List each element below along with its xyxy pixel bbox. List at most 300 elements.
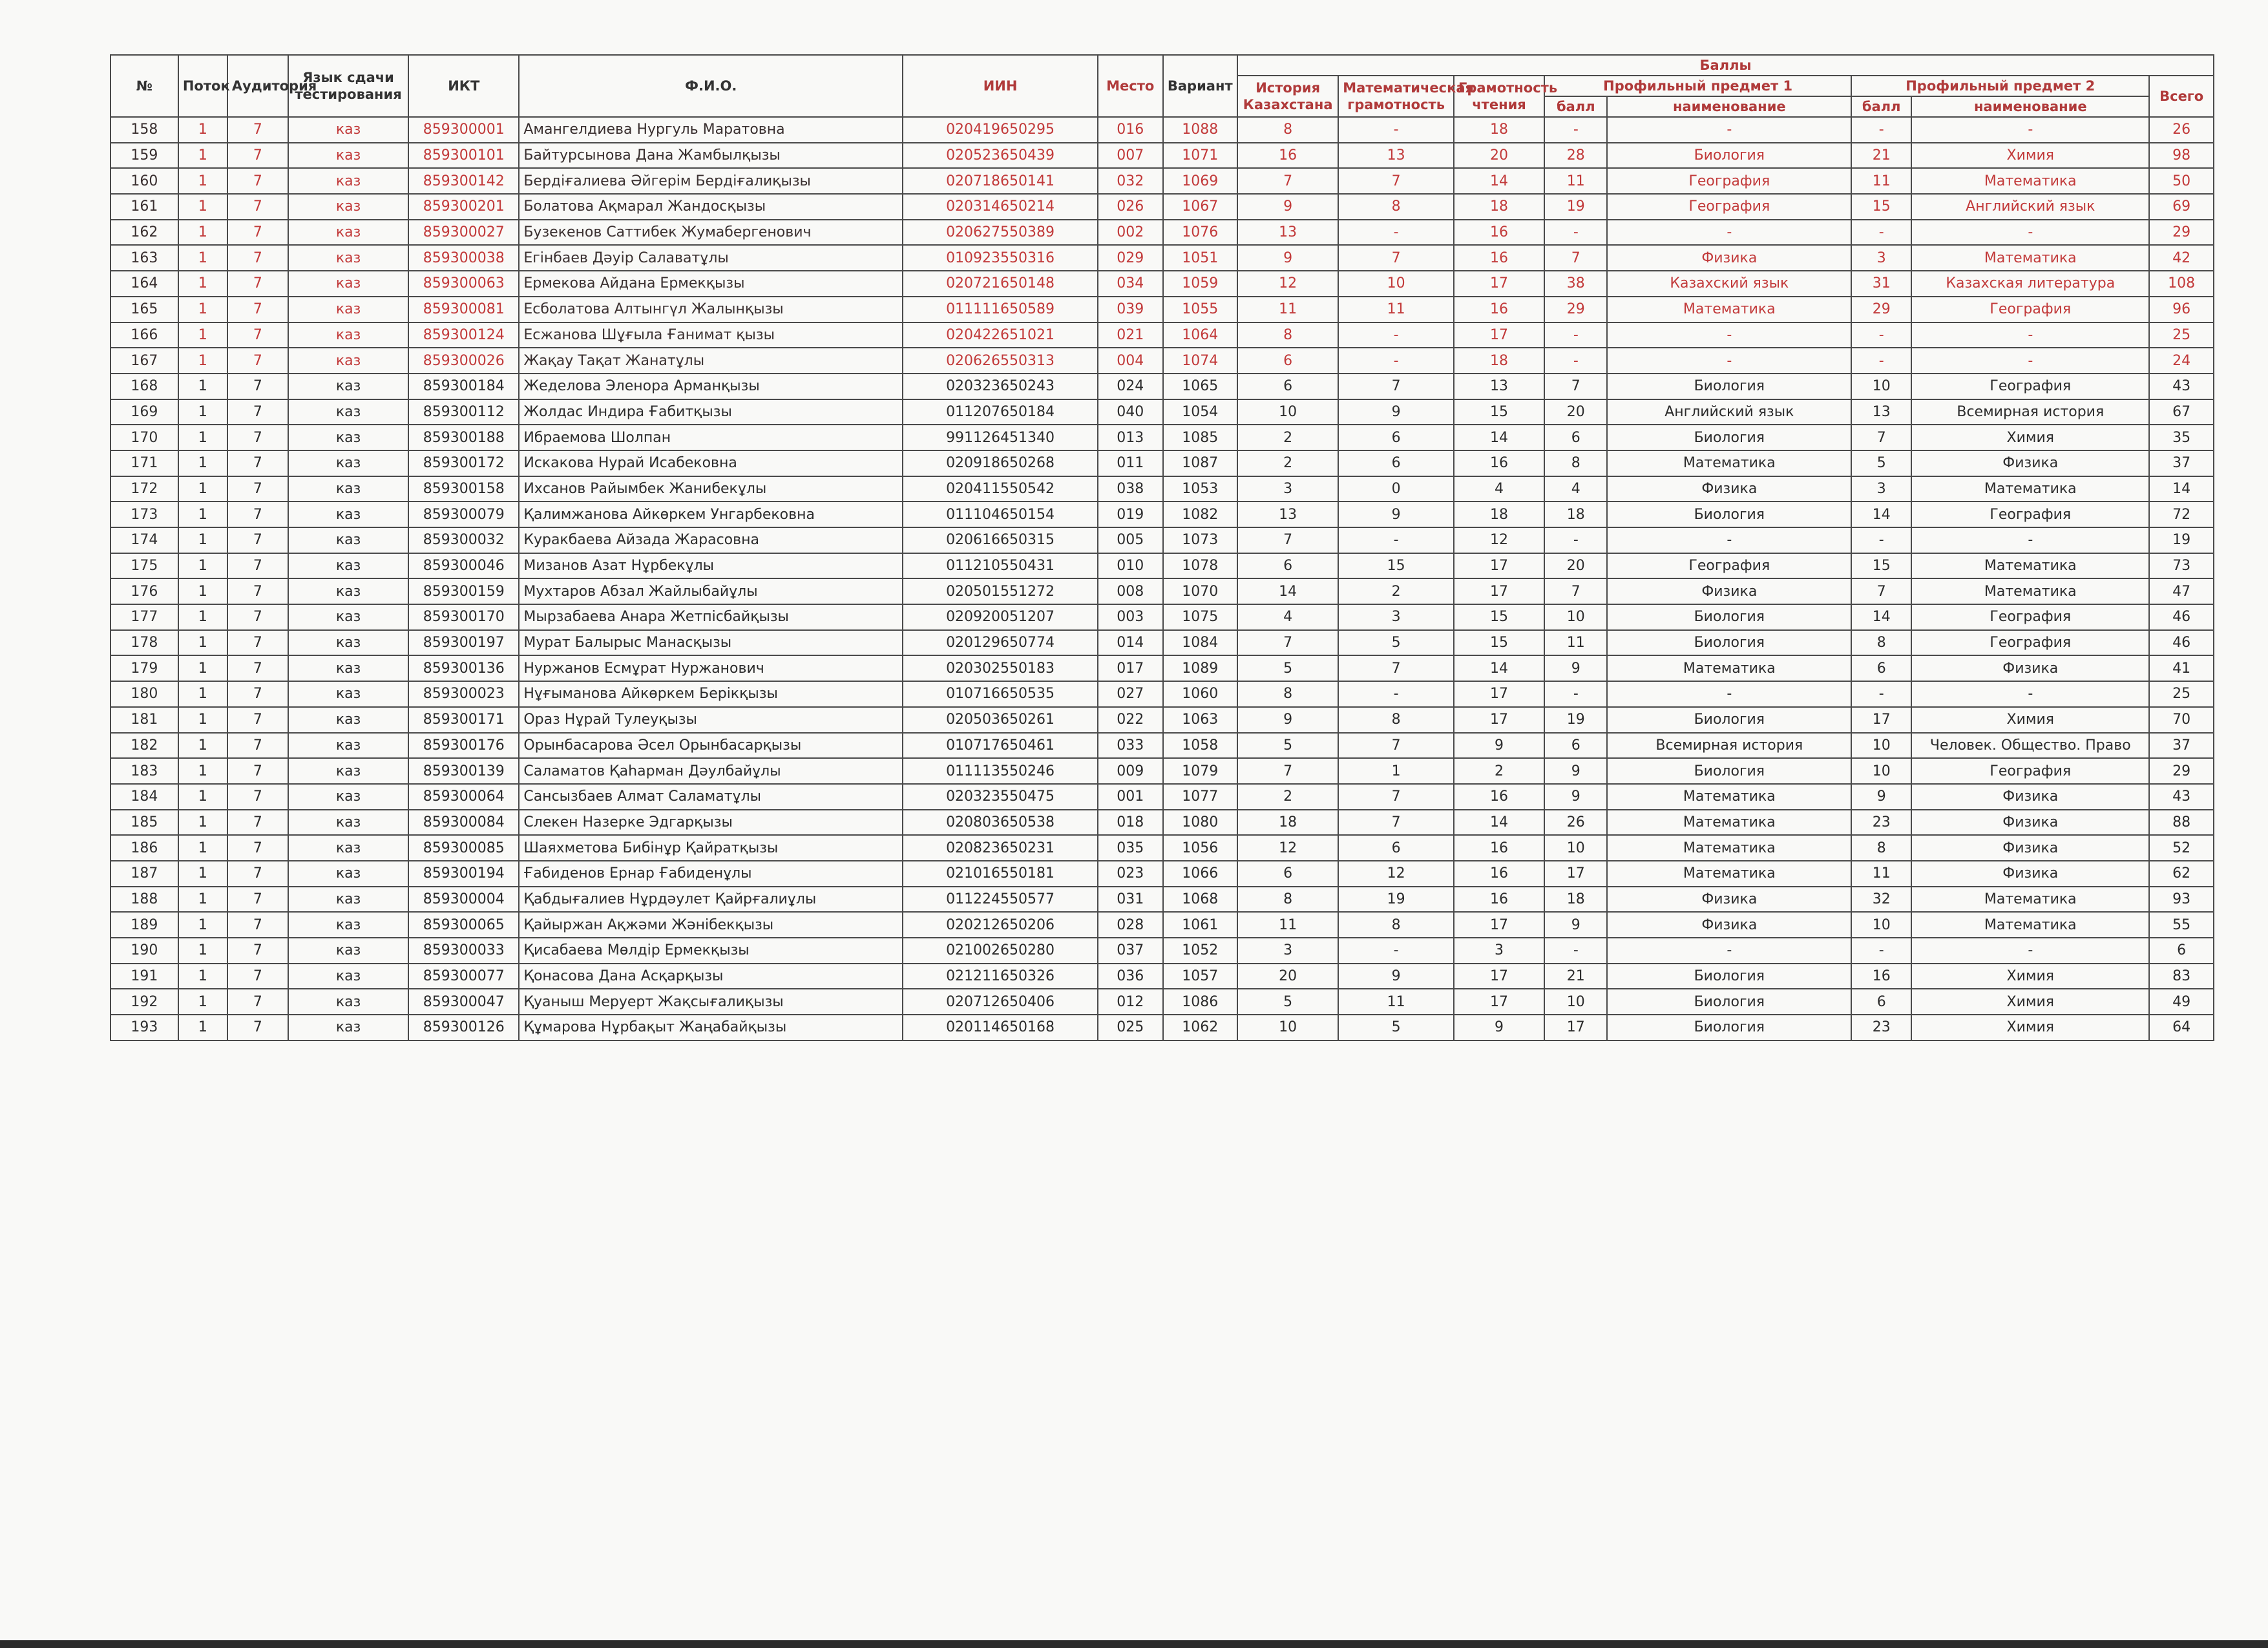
header-math-literacy: Математическая грамотность	[1338, 76, 1454, 117]
row-reading-score: 14	[1454, 810, 1544, 836]
row-reading-score: 15	[1454, 604, 1544, 630]
row-language: каз	[288, 810, 408, 836]
row-language: каз	[288, 989, 408, 1015]
row-profile1-score: 19	[1544, 707, 1607, 733]
row-ikt: 859300172	[408, 450, 519, 476]
row-fio: Мизанов Азат Нұрбекұлы	[519, 553, 903, 579]
row-profile2-name: -	[1911, 348, 2149, 374]
row-history-score: 16	[1237, 143, 1338, 169]
header-seat: Место	[1098, 55, 1163, 117]
row-iin: 020503650261	[903, 707, 1098, 733]
row-profile2-name: -	[1911, 322, 2149, 348]
row-seat: 023	[1098, 861, 1163, 887]
row-language: каз	[288, 758, 408, 784]
row-profile2-name: Физика	[1911, 810, 2149, 836]
row-math-score: 6	[1338, 450, 1454, 476]
header-variant: Вариант	[1163, 55, 1238, 117]
row-reading-score: 17	[1454, 964, 1544, 989]
row-number: 185	[110, 810, 178, 836]
row-room: 7	[227, 245, 288, 271]
row-variant: 1069	[1163, 168, 1238, 194]
row-profile2-score: 7	[1851, 578, 1911, 604]
row-profile2-name: Математика	[1911, 912, 2149, 938]
row-variant: 1070	[1163, 578, 1238, 604]
row-profile2-name: Математика	[1911, 887, 2149, 913]
row-room: 7	[227, 374, 288, 399]
row-total: 50	[2149, 168, 2214, 194]
row-variant: 1054	[1163, 399, 1238, 425]
row-room: 7	[227, 578, 288, 604]
row-math-score: 12	[1338, 861, 1454, 887]
row-seat: 021	[1098, 322, 1163, 348]
row-profile2-score: 32	[1851, 887, 1911, 913]
row-iin: 021016550181	[903, 861, 1098, 887]
row-profile1-name: Математика	[1607, 835, 1851, 861]
table-row	[110, 887, 2214, 913]
row-profile2-name: -	[1911, 938, 2149, 964]
row-seat: 007	[1098, 143, 1163, 169]
row-history-score: 8	[1237, 887, 1338, 913]
row-fio: Бердіғалиева Әйгерім Бердіғалиқызы	[519, 168, 903, 194]
row-profile1-score: 29	[1544, 297, 1607, 322]
row-number: 192	[110, 989, 178, 1015]
row-room: 7	[227, 758, 288, 784]
row-ikt: 859300188	[408, 425, 519, 450]
row-number: 160	[110, 168, 178, 194]
row-history-score: 10	[1237, 399, 1338, 425]
row-room: 7	[227, 143, 288, 169]
row-seat: 010	[1098, 553, 1163, 579]
row-math-score: 1	[1338, 758, 1454, 784]
row-fio: Байтурсынова Дана Жамбылқызы	[519, 143, 903, 169]
row-variant: 1060	[1163, 681, 1238, 707]
row-fio: Сансызбаев Алмат Саламатұлы	[519, 784, 903, 810]
row-seat: 031	[1098, 887, 1163, 913]
row-ikt: 859300184	[408, 374, 519, 399]
row-profile2-name: Химия	[1911, 989, 2149, 1015]
table-row	[110, 502, 2214, 527]
row-profile1-score: 21	[1544, 964, 1607, 989]
row-history-score: 3	[1237, 476, 1338, 502]
row-number: 173	[110, 502, 178, 527]
row-room: 7	[227, 810, 288, 836]
row-math-score: -	[1338, 322, 1454, 348]
row-seat: 004	[1098, 348, 1163, 374]
row-total: 88	[2149, 810, 2214, 836]
row-stream: 1	[178, 604, 227, 630]
row-profile2-name: -	[1911, 220, 2149, 246]
row-math-score: -	[1338, 938, 1454, 964]
table-row	[110, 194, 2214, 220]
row-stream: 1	[178, 784, 227, 810]
row-profile2-name: Физика	[1911, 450, 2149, 476]
row-seat: 036	[1098, 964, 1163, 989]
row-stream: 1	[178, 194, 227, 220]
row-room: 7	[227, 425, 288, 450]
row-seat: 005	[1098, 527, 1163, 553]
table-row	[110, 450, 2214, 476]
row-history-score: 4	[1237, 604, 1338, 630]
row-history-score: 20	[1237, 964, 1338, 989]
row-stream: 1	[178, 938, 227, 964]
row-reading-score: 16	[1454, 887, 1544, 913]
row-stream: 1	[178, 476, 227, 502]
row-history-score: 2	[1237, 450, 1338, 476]
row-variant: 1065	[1163, 374, 1238, 399]
row-math-score: 5	[1338, 1015, 1454, 1041]
row-stream: 1	[178, 527, 227, 553]
row-reading-score: 20	[1454, 143, 1544, 169]
row-room: 7	[227, 1015, 288, 1041]
row-math-score: 13	[1338, 143, 1454, 169]
row-variant: 1051	[1163, 245, 1238, 271]
row-number: 186	[110, 835, 178, 861]
row-total: 43	[2149, 784, 2214, 810]
header-num: №	[110, 55, 178, 117]
row-math-score: 7	[1338, 784, 1454, 810]
row-profile2-score: -	[1851, 527, 1911, 553]
row-math-score: -	[1338, 348, 1454, 374]
row-profile1-score: 28	[1544, 143, 1607, 169]
row-seat: 009	[1098, 758, 1163, 784]
row-seat: 032	[1098, 168, 1163, 194]
row-profile2-name: География	[1911, 604, 2149, 630]
row-reading-score: 2	[1454, 758, 1544, 784]
row-profile1-score: 18	[1544, 502, 1607, 527]
header-fio: Ф.И.О.	[519, 55, 903, 117]
row-math-score: 7	[1338, 374, 1454, 399]
row-total: 25	[2149, 322, 2214, 348]
row-profile2-score: -	[1851, 348, 1911, 374]
row-profile1-name: География	[1607, 168, 1851, 194]
row-profile1-score: 20	[1544, 553, 1607, 579]
row-profile1-name: -	[1607, 322, 1851, 348]
row-room: 7	[227, 297, 288, 322]
row-math-score: 0	[1338, 476, 1454, 502]
row-history-score: 9	[1237, 245, 1338, 271]
row-fio: Амангелдиева Нургуль Маратовна	[519, 117, 903, 143]
row-reading-score: 17	[1454, 322, 1544, 348]
row-profile2-name: География	[1911, 297, 2149, 322]
row-profile1-score: 10	[1544, 604, 1607, 630]
row-iin: 011207650184	[903, 399, 1098, 425]
row-language: каз	[288, 733, 408, 759]
row-stream: 1	[178, 655, 227, 681]
row-history-score: 12	[1237, 835, 1338, 861]
row-stream: 1	[178, 681, 227, 707]
row-room: 7	[227, 399, 288, 425]
row-fio: Жақау Тақат Жанатұлы	[519, 348, 903, 374]
row-seat: 002	[1098, 220, 1163, 246]
row-ikt: 859300176	[408, 733, 519, 759]
row-stream: 1	[178, 964, 227, 989]
row-number: 177	[110, 604, 178, 630]
row-fio: Есболатова Алтынгүл Жалынқызы	[519, 297, 903, 322]
row-profile1-name: Физика	[1607, 887, 1851, 913]
row-math-score: 9	[1338, 502, 1454, 527]
row-variant: 1089	[1163, 655, 1238, 681]
table-row	[110, 630, 2214, 656]
row-reading-score: 9	[1454, 733, 1544, 759]
row-profile1-score: 10	[1544, 989, 1607, 1015]
row-seat: 025	[1098, 1015, 1163, 1041]
row-history-score: 14	[1237, 578, 1338, 604]
row-variant: 1059	[1163, 271, 1238, 297]
row-stream: 1	[178, 220, 227, 246]
row-variant: 1052	[1163, 938, 1238, 964]
table-row	[110, 938, 2214, 964]
row-language: каз	[288, 348, 408, 374]
row-profile1-name: Биология	[1607, 374, 1851, 399]
row-variant: 1075	[1163, 604, 1238, 630]
row-language: каз	[288, 681, 408, 707]
row-total: 72	[2149, 502, 2214, 527]
row-ikt: 859300085	[408, 835, 519, 861]
row-profile2-name: -	[1911, 527, 2149, 553]
row-number: 168	[110, 374, 178, 399]
row-profile2-score: 14	[1851, 502, 1911, 527]
table-row	[110, 758, 2214, 784]
row-total: 24	[2149, 348, 2214, 374]
row-profile1-name: Биология	[1607, 502, 1851, 527]
row-ikt: 859300063	[408, 271, 519, 297]
row-math-score: 19	[1338, 887, 1454, 913]
row-seat: 019	[1098, 502, 1163, 527]
row-total: 37	[2149, 450, 2214, 476]
row-math-score: 5	[1338, 630, 1454, 656]
row-total: 49	[2149, 989, 2214, 1015]
row-variant: 1057	[1163, 964, 1238, 989]
row-seat: 034	[1098, 271, 1163, 297]
row-seat: 033	[1098, 733, 1163, 759]
row-total: 29	[2149, 220, 2214, 246]
row-fio: Нуржанов Есмұрат Нуржанович	[519, 655, 903, 681]
row-reading-score: 12	[1454, 527, 1544, 553]
row-profile1-name: Математика	[1607, 297, 1851, 322]
row-profile2-name: Математика	[1911, 476, 2149, 502]
row-math-score: 2	[1338, 578, 1454, 604]
row-profile2-score: 16	[1851, 964, 1911, 989]
table-row	[110, 476, 2214, 502]
table-row	[110, 297, 2214, 322]
row-reading-score: 14	[1454, 655, 1544, 681]
row-stream: 1	[178, 861, 227, 887]
row-profile1-name: Биология	[1607, 630, 1851, 656]
row-history-score: 6	[1237, 374, 1338, 399]
row-profile2-name: Физика	[1911, 784, 2149, 810]
row-language: каз	[288, 168, 408, 194]
row-language: каз	[288, 450, 408, 476]
table-row	[110, 425, 2214, 450]
row-profile2-score: 15	[1851, 194, 1911, 220]
row-ikt: 859300046	[408, 553, 519, 579]
row-history-score: 9	[1237, 707, 1338, 733]
row-number: 179	[110, 655, 178, 681]
row-profile2-name: Химия	[1911, 964, 2149, 989]
row-ikt: 859300139	[408, 758, 519, 784]
row-reading-score: 17	[1454, 989, 1544, 1015]
scan-edge-shadow	[0, 1640, 2268, 1648]
row-fio: Слекен Назерке Эдгарқызы	[519, 810, 903, 836]
row-number: 182	[110, 733, 178, 759]
table-row	[110, 1015, 2214, 1041]
row-iin: 020419650295	[903, 117, 1098, 143]
row-seat: 013	[1098, 425, 1163, 450]
row-fio: Искакова Нурай Исабековна	[519, 450, 903, 476]
row-profile1-score: -	[1544, 348, 1607, 374]
row-language: каз	[288, 938, 408, 964]
row-stream: 1	[178, 758, 227, 784]
row-iin: 020721650148	[903, 271, 1098, 297]
row-profile2-score: 23	[1851, 1015, 1911, 1041]
row-number: 159	[110, 143, 178, 169]
row-stream: 1	[178, 989, 227, 1015]
header-profile2-name: наименование	[1911, 96, 2149, 117]
table-row	[110, 861, 2214, 887]
row-variant: 1071	[1163, 143, 1238, 169]
row-room: 7	[227, 707, 288, 733]
row-number: 167	[110, 348, 178, 374]
row-ikt: 859300081	[408, 297, 519, 322]
row-room: 7	[227, 553, 288, 579]
row-profile1-name: Всемирная история	[1607, 733, 1851, 759]
row-total: 70	[2149, 707, 2214, 733]
row-room: 7	[227, 630, 288, 656]
row-fio: Куракбаева Айзада Жарасовна	[519, 527, 903, 553]
row-profile2-name: Математика	[1911, 168, 2149, 194]
row-iin: 011210550431	[903, 553, 1098, 579]
table-row	[110, 322, 2214, 348]
row-profile2-score: 11	[1851, 168, 1911, 194]
row-seat: 035	[1098, 835, 1163, 861]
table-row	[110, 733, 2214, 759]
row-ikt: 859300159	[408, 578, 519, 604]
row-language: каз	[288, 707, 408, 733]
row-history-score: 13	[1237, 220, 1338, 246]
row-profile1-name: География	[1607, 553, 1851, 579]
row-math-score: 8	[1338, 194, 1454, 220]
row-profile1-score: 10	[1544, 835, 1607, 861]
row-reading-score: 18	[1454, 348, 1544, 374]
row-language: каз	[288, 861, 408, 887]
row-seat: 014	[1098, 630, 1163, 656]
row-profile2-score: 10	[1851, 912, 1911, 938]
row-reading-score: 16	[1454, 297, 1544, 322]
row-profile2-name: Математика	[1911, 553, 2149, 579]
row-stream: 1	[178, 707, 227, 733]
row-reading-score: 9	[1454, 1015, 1544, 1041]
row-total: 46	[2149, 630, 2214, 656]
row-profile2-score: 10	[1851, 758, 1911, 784]
table-row	[110, 271, 2214, 297]
row-history-score: 12	[1237, 271, 1338, 297]
row-ikt: 859300171	[408, 707, 519, 733]
row-profile1-name: -	[1607, 348, 1851, 374]
row-iin: 020302550183	[903, 655, 1098, 681]
row-room: 7	[227, 502, 288, 527]
row-iin: 011104650154	[903, 502, 1098, 527]
row-ikt: 859300033	[408, 938, 519, 964]
row-iin: 021211650326	[903, 964, 1098, 989]
table-row	[110, 655, 2214, 681]
row-iin: 020626550313	[903, 348, 1098, 374]
row-number: 180	[110, 681, 178, 707]
header-iin: ИИН	[903, 55, 1098, 117]
row-fio: Бузекенов Саттибек Жумабергенович	[519, 220, 903, 246]
row-stream: 1	[178, 143, 227, 169]
row-number: 174	[110, 527, 178, 553]
row-math-score: 11	[1338, 989, 1454, 1015]
row-variant: 1084	[1163, 630, 1238, 656]
row-math-score: 9	[1338, 964, 1454, 989]
row-stream: 1	[178, 630, 227, 656]
row-profile2-score: 17	[1851, 707, 1911, 733]
row-history-score: 18	[1237, 810, 1338, 836]
row-history-score: 6	[1237, 348, 1338, 374]
row-profile2-name: -	[1911, 117, 2149, 143]
row-profile2-score: 7	[1851, 425, 1911, 450]
row-profile1-score: 38	[1544, 271, 1607, 297]
row-math-score: 8	[1338, 912, 1454, 938]
row-iin: 020422651021	[903, 322, 1098, 348]
row-profile2-score: -	[1851, 117, 1911, 143]
row-ikt: 859300142	[408, 168, 519, 194]
row-fio: Құмарова Нұрбақыт Жаңабайқызы	[519, 1015, 903, 1041]
row-profile2-score: -	[1851, 681, 1911, 707]
table-row	[110, 527, 2214, 553]
row-room: 7	[227, 784, 288, 810]
row-profile2-name: География	[1911, 630, 2149, 656]
table-row	[110, 143, 2214, 169]
row-fio: Шаяхметова Бибінұр Қайратқызы	[519, 835, 903, 861]
row-seat: 001	[1098, 784, 1163, 810]
row-math-score: 8	[1338, 707, 1454, 733]
row-profile1-score: 11	[1544, 168, 1607, 194]
row-number: 166	[110, 322, 178, 348]
row-room: 7	[227, 861, 288, 887]
row-stream: 1	[178, 553, 227, 579]
row-math-score: -	[1338, 117, 1454, 143]
row-ikt: 859300026	[408, 348, 519, 374]
row-reading-score: 14	[1454, 168, 1544, 194]
row-variant: 1055	[1163, 297, 1238, 322]
row-math-score: 7	[1338, 733, 1454, 759]
row-reading-score: 17	[1454, 681, 1544, 707]
row-language: каз	[288, 297, 408, 322]
row-language: каз	[288, 964, 408, 989]
row-reading-score: 15	[1454, 630, 1544, 656]
row-stream: 1	[178, 245, 227, 271]
row-profile2-name: География	[1911, 374, 2149, 399]
row-profile2-score: 21	[1851, 143, 1911, 169]
row-profile1-score: 26	[1544, 810, 1607, 836]
row-profile1-score: 6	[1544, 733, 1607, 759]
header-profile2: Профильный предмет 2	[1851, 76, 2149, 96]
table-row	[110, 220, 2214, 246]
row-profile1-name: Математика	[1607, 810, 1851, 836]
row-ikt: 859300126	[408, 1015, 519, 1041]
row-profile1-name: -	[1607, 117, 1851, 143]
row-stream: 1	[178, 578, 227, 604]
row-fio: Қабдығалиев Нұрдәулет Қайрғалиұлы	[519, 887, 903, 913]
row-room: 7	[227, 604, 288, 630]
row-profile2-score: 6	[1851, 655, 1911, 681]
row-variant: 1056	[1163, 835, 1238, 861]
row-total: 55	[2149, 912, 2214, 938]
row-stream: 1	[178, 912, 227, 938]
row-profile2-name: Математика	[1911, 245, 2149, 271]
row-profile1-name: -	[1607, 220, 1851, 246]
